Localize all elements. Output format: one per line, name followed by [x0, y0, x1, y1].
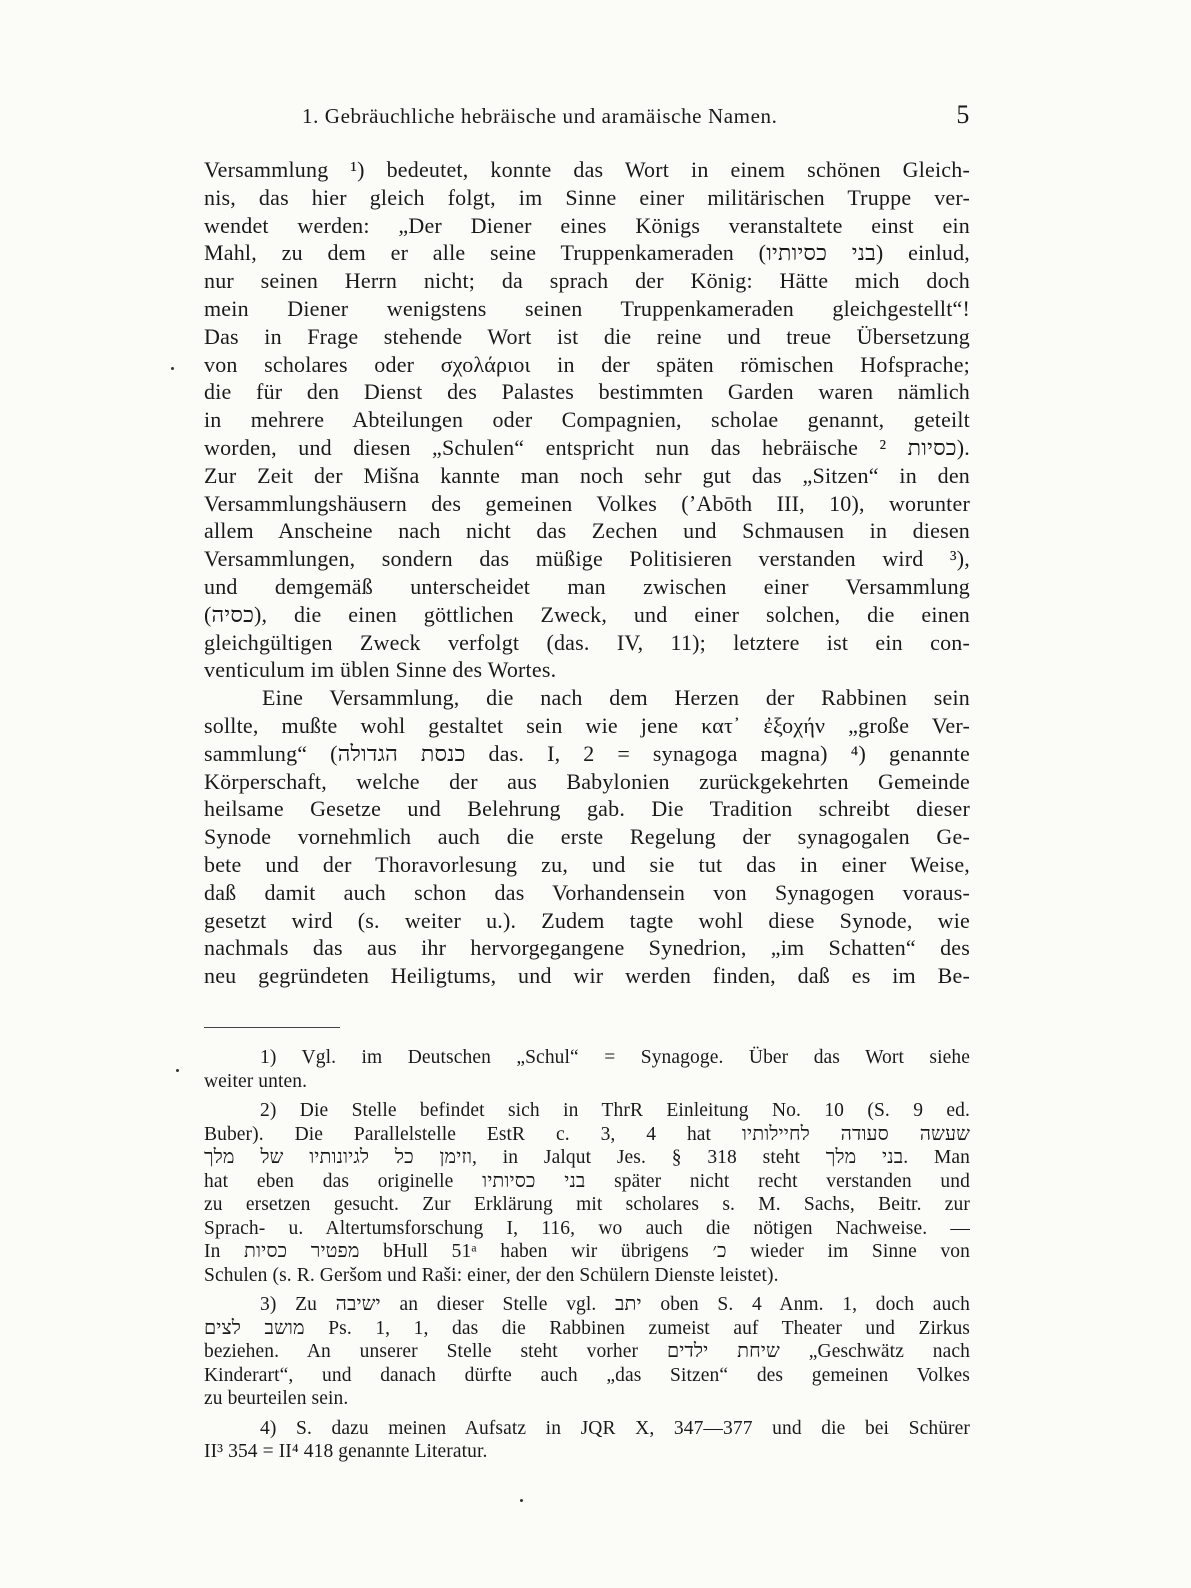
- text-line: allem Anscheine nach nicht das Zechen und Schmausen in diesen: [204, 518, 970, 544]
- footnote-separator: [204, 1027, 340, 1028]
- chapter-title: 1. Gebräuchliche hebräische und aramäische Namen.: [302, 104, 778, 128]
- footnote-2: [204, 1099, 970, 1287]
- text-line: worden, und diesen „Schulen“ entspricht nun das hebräische כסיות ²).: [204, 434, 970, 460]
- text-line: neu gegründeten Heiligtums, und wir werden finden, daß es im Be-: [204, 963, 970, 989]
- text-line: wendet werden: „Der Diener eines Königs veranstaltete einst ein: [204, 212, 970, 238]
- page-number: 5: [956, 100, 970, 129]
- footnote-line: Buber). Die Parallelstelle EstR c. 3, 4 hat שעשה סעודה לחיילותיו: [204, 1123, 970, 1145]
- text-line: Mahl, zu dem er alle seine Truppenkameraden (בני כסיותיו) einlud,: [204, 240, 970, 266]
- text-line: Eine Versammlung, die nach dem Herzen der Rabbinen sein: [262, 685, 970, 711]
- text-line: Versammlungen, sondern das müßige Politisieren verstanden wird ³),: [204, 546, 970, 572]
- text-line: sammlung“ (כנסת הגדולה das. I, 2 = synagoga magna) ⁴) genannte: [204, 740, 970, 766]
- scan-speck: [520, 1499, 523, 1502]
- footnotes: [204, 1046, 970, 1470]
- text-line: gesetzt wird (s. weiter u.). Zudem tagte wohl diese Synode, wie: [204, 907, 970, 933]
- footnote-line: weiter unten.: [204, 1070, 308, 1092]
- text-line: in mehrere Abteilungen oder Compagnien, scholae genannt, geteilt: [204, 407, 970, 433]
- footnote-line: hat eben das originelle בני כסיותיו später nicht recht verstanden und: [204, 1170, 970, 1192]
- text-line: heilsame Gesetze und Belehrung gab. Die Tradition schreibt dieser: [204, 796, 970, 822]
- scan-speck: [171, 367, 174, 370]
- text-line: gleichgültigen Zweck verfolgt (das. IV, 11); letztere ist ein con-: [204, 629, 970, 655]
- footnote-line: Schulen (s. R. Geršom und Raši: einer, der den Schülern Dienste leistet).: [204, 1264, 779, 1286]
- text-line: nis, das hier gleich folgt, im Sinne einer militärischen Truppe ver-: [204, 184, 970, 210]
- text-line: Körperschaft, welche der aus Babylonien zurückgekehrten Gemeinde: [204, 768, 970, 794]
- text-line: mein Diener wenigstens seinen Truppenkameraden gleichgestellt“!: [204, 295, 970, 321]
- footnote-line: zu beurteilen sein.: [204, 1388, 349, 1409]
- footnote-line: מושב לצים Ps. 1, 1, das die Rabbinen zumeist auf Theater und Zirkus: [204, 1317, 970, 1339]
- footnote-line: In מפטיר כסיות bHull 51ᵃ haben wir übrigens כ׳ wieder im Sinne von: [204, 1241, 970, 1262]
- footnote-line: 3) Zu ישיבה an dieser Stelle vgl. יתב oben S. 4 Anm. 1, doch auch: [260, 1294, 970, 1315]
- text-line: Synode vornehmlich auch die erste Regelung der synagogalen Ge-: [204, 824, 970, 850]
- footnote-line: וזימן כל לגיונותיו של מלך, in Jalqut Jes. § 318 steht בני מלך. Man: [204, 1147, 970, 1168]
- footnote-line: 2) Die Stelle befindet sich in ThrR Einleitung No. 10 (S. 9 ed.: [260, 1100, 970, 1121]
- footnote-3: [204, 1293, 970, 1411]
- footnote-line: II³ 354 = II⁴ 418 genannte Literatur.: [204, 1441, 488, 1462]
- footnote-1: [204, 1046, 970, 1093]
- text-line: die für den Dienst des Palastes bestimmten Garden waren nämlich: [204, 379, 970, 405]
- text-line: nur seinen Herrn nicht; da sprach der König: Hätte mich doch: [204, 268, 970, 294]
- footnote-line: 1) Vgl. im Deutschen „Schul“ = Synagoge. Über das Wort siehe: [260, 1047, 970, 1068]
- text-line: daß damit auch schon das Vorhandensein von Synagogen voraus-: [204, 879, 970, 905]
- main-text: [204, 156, 970, 990]
- text-line: Versammlung ¹) bedeutet, konnte das Wort in einem schönen Gleich-: [204, 157, 970, 182]
- footnote-4: [204, 1417, 970, 1464]
- footnote-line: 4) S. dazu meinen Aufsatz in JQR X, 347—377 und die bei Schürer: [260, 1417, 970, 1439]
- text-line: Das in Frage stehende Wort ist die reine und treue Übersetzung: [204, 323, 970, 349]
- text-line: Versammlungshäusern des gemeinen Volkes (ʼAbōth III, 10), worunter: [204, 490, 970, 516]
- text-line: bete und der Thoravorlesung zu, und sie tut das in einer Weise,: [204, 851, 970, 877]
- footnote-line: Sprach- u. Altertumsforschung I, 116, wo auch die nötigen Nachweise. —: [204, 1217, 970, 1239]
- footnote-line: beziehen. An unserer Stelle steht vorher שיחת ילדים „Geschwätz nach: [204, 1341, 970, 1362]
- text-line: und demgemäß unterscheidet man zwischen einer Versammlung: [204, 573, 970, 599]
- footnote-line: zu ersetzen gesucht. Zur Erklärung mit scholares s. M. Sachs, Beitr. zur: [204, 1194, 970, 1215]
- text-line: nachmals das aus ihr hervorgegangene Synedrion, „im Schatten“ des: [204, 935, 970, 961]
- scan-speck: [176, 1069, 179, 1072]
- footnote-line: Kinderart“, und danach dürfte auch „das Sitzen“ des gemeinen Volkes: [204, 1364, 970, 1386]
- text-line: Zur Zeit der Mišna kannte man noch sehr gut das „Sitzen“ in den: [204, 462, 970, 488]
- text-line: von scholares oder σχολάριοι in der späten römischen Hofsprache;: [204, 351, 970, 377]
- running-header: [200, 100, 970, 134]
- text-line: sollte, mußte wohl gestaltet sein wie jene κατ᾽ ἐξοχήν „große Ver-: [204, 712, 970, 738]
- text-line: venticulum im üblen Sinne des Wortes.: [204, 657, 557, 683]
- text-line: (כסיה), die einen göttlichen Zweck, und einer solchen, die einen: [204, 601, 970, 627]
